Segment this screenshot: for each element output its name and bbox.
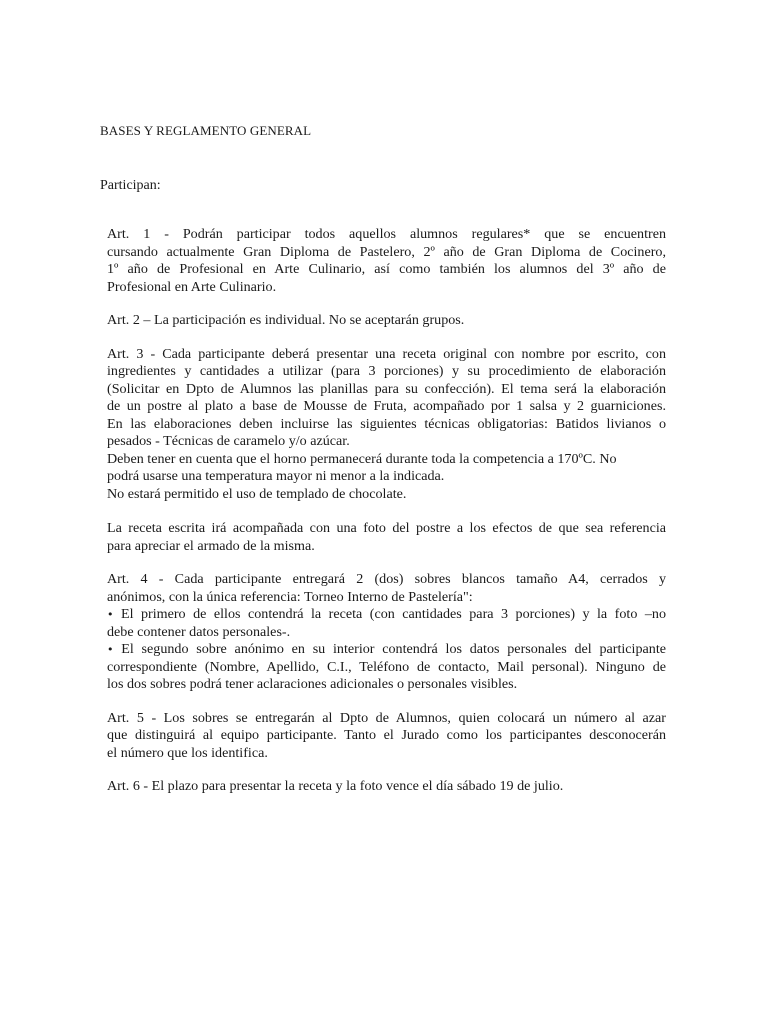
document-title: BASES Y REGLAMENTO GENERAL — [100, 123, 312, 138]
article-3-line: (Solicitar en Dpto de Alumnos las planillas para su confección). El tema será la elaboración — [107, 380, 666, 397]
article-3-line: ingredientes y cantidades a utilizar (para 3 porciones) y su procedimiento de elaboración — [107, 363, 666, 379]
recipe-photo-note — [107, 520, 666, 555]
article-3-line: En las elaboraciones deben incluirse las siguientes técnicas obligatorias: Batidos livianos o — [107, 415, 666, 432]
article-3-line: podrá usarse una temperatura mayor ni menor a la indicada. — [107, 468, 445, 484]
article-3-line: Art. 3 - Cada participante deberá presentar una receta original con nombre por escrito, con — [107, 345, 666, 362]
article-1-line: Art. 1 - Podrán participar todos aquellos alumnos regulares* que se encuentren — [107, 226, 666, 242]
article-4-line: anónimos, con la única referencia: Torneo Interno de Pastelería": — [107, 588, 473, 605]
article-4-bullet-2 — [107, 641, 666, 659]
article-1-line: 1º año de Profesional en Arte Culinario, así como también los alumnos del 3º año de — [107, 261, 666, 277]
recipe-photo-note-line: para apreciar el armado de la misma. — [107, 537, 315, 554]
article-4-bullet-1-text: El primero de ellos contendrá la receta (con cantidades para 3 porciones) y la foto –no — [113, 606, 666, 622]
participants-heading: Participan: — [100, 178, 161, 193]
article-3-line: No estará permitido el uso de templado de chocolate. — [107, 485, 407, 502]
article-4-bullet-1 — [107, 606, 666, 624]
article-1 — [107, 226, 666, 296]
article-1-line: cursando actualmente Gran Diploma de Pastelero, 2º año de Gran Diploma de Cocinero, — [107, 243, 666, 260]
article-1-line: Profesional en Arte Culinario. — [107, 278, 277, 295]
recipe-photo-note-line: La receta escrita irá acompañada con una foto del postre a los efectos de que sea referencia — [107, 520, 666, 536]
article-4-line: debe contener datos personales-. — [107, 623, 291, 640]
article-4-bullet-2-text: El segundo sobre anónimo en su interior contendrá los datos personales del participante — [113, 641, 666, 657]
article-3-line: Deben tener en cuenta que el horno permanecerá durante toda la competencia a 170ºC. No — [107, 450, 617, 467]
bullet-icon: • — [107, 608, 114, 621]
article-5-line: que distinguirá al equipo participante. Tanto el Jurado como los participantes desconocerán — [107, 727, 666, 743]
article-2 — [107, 312, 666, 330]
article-3 — [107, 346, 666, 504]
article-3-line: pesados - Técnicas de caramelo y/o azúcar. — [107, 433, 350, 449]
article-4-line: Art. 4 - Cada participante entregará 2 (dos) sobres blancos tamaño A4, cerrados y — [107, 571, 666, 587]
article-4 — [107, 571, 666, 694]
article-6 — [107, 778, 666, 796]
article-5 — [107, 710, 666, 763]
article-5-line: el número que los identifica. — [107, 744, 268, 761]
article-4-line: los dos sobres podrá tener aclaraciones adicionales o personales visibles. — [107, 676, 518, 692]
bullet-icon: • — [107, 643, 114, 656]
article-3-line: de un postre al plato a base de Mousse de Fruta, acompañado por 1 salsa y 2 guarniciones. — [107, 398, 666, 414]
article-4-line: correspondiente (Nombre, Apellido, C.I., Teléfono de contacto, Mail personal). Ninguno de — [107, 658, 666, 675]
article-5-line: Art. 5 - Los sobres se entregarán al Dpto de Alumnos, quien colocará un número al azar — [107, 709, 666, 726]
article-6-text: Art. 6 - El plazo para presentar la receta y la foto vence el día sábado 19 de julio. — [107, 778, 564, 794]
article-2-text: Art. 2 – La participación es individual. No se aceptarán grupos. — [107, 312, 465, 328]
rules-body — [107, 226, 666, 796]
